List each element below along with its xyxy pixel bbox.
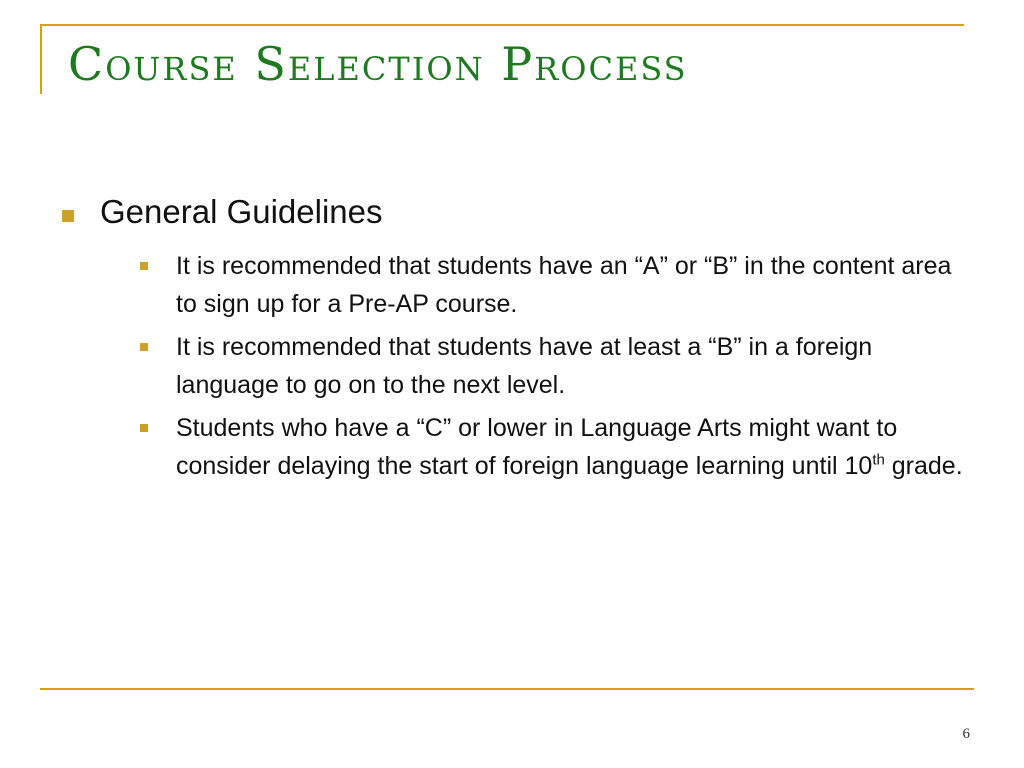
list-item <box>140 247 970 323</box>
title-top-rule <box>40 24 964 26</box>
ordinal-superscript: th <box>872 451 885 469</box>
square-bullet-icon <box>62 210 74 222</box>
title-left-rule <box>40 24 42 94</box>
guideline-text-main: Students who have a “C” or lower in Language Arts might want to consider delaying the start of foreign language learning until 10 <box>176 414 898 480</box>
square-bullet-icon <box>140 424 148 432</box>
list-item <box>140 409 970 485</box>
page-number: 6 <box>962 726 970 742</box>
section-heading: General Guidelines <box>100 193 383 230</box>
bullet-list-level1 <box>62 190 962 234</box>
guideline-text: It is recommended that students have at least a “B” in a foreign language to go on to the next level. <box>176 333 873 399</box>
square-bullet-icon <box>140 343 148 351</box>
list-item <box>140 328 970 404</box>
guideline-text-end: grade. <box>884 452 963 480</box>
footer-rule <box>40 688 974 690</box>
slide-title: Course Selection Process <box>68 37 688 91</box>
guideline-text <box>176 409 966 485</box>
guideline-text: It is recommended that students have an “A” or “B” in the content area to sign up for a Pre-AP course. <box>176 252 952 318</box>
list-item-general-guidelines <box>62 190 962 234</box>
bullet-list-level2 <box>140 247 970 490</box>
square-bullet-icon <box>140 262 148 270</box>
